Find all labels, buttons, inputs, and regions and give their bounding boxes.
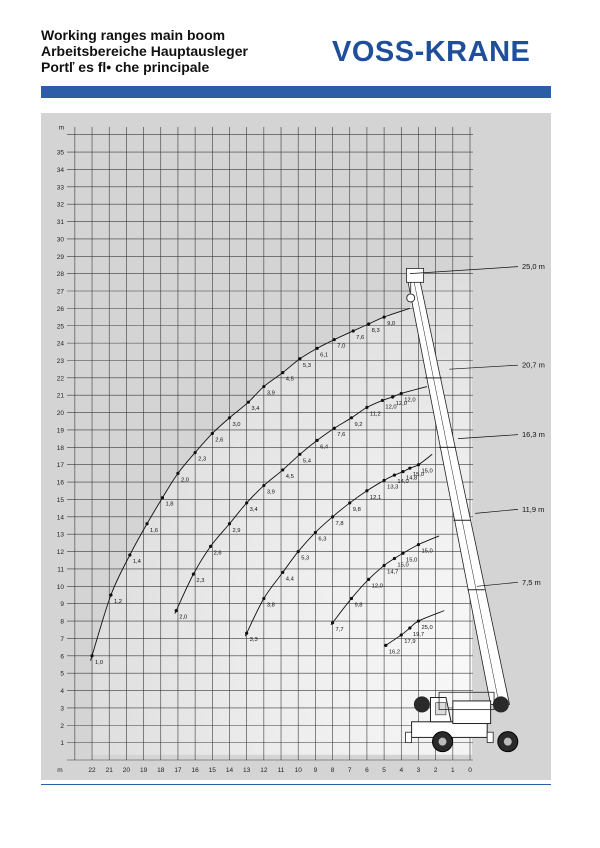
y-tick-label: 9 (60, 601, 64, 609)
curve-point-label: 6,3 (318, 536, 327, 543)
y-tick-label: 23 (56, 357, 64, 365)
upper-wheel-front (414, 696, 430, 712)
curve-point-label: 3,0 (232, 421, 241, 428)
curve-point (367, 578, 370, 581)
y-tick-label: 12 (56, 549, 64, 557)
x-tick-label: 2 (433, 767, 438, 774)
x-tick-label: 16 (191, 767, 199, 774)
y-tick-label: 27 (56, 288, 64, 296)
superstructure (453, 701, 491, 724)
curve-point-label: 1,4 (132, 559, 141, 566)
curve-point (298, 357, 301, 360)
curve-point (145, 522, 148, 525)
y-tick-label: 6 (60, 653, 64, 661)
boom-length-label: 20,7 m (522, 360, 545, 370)
curve-point (408, 467, 411, 470)
curve-point (400, 392, 403, 395)
curve-point (245, 632, 248, 635)
curve-point (400, 633, 403, 636)
x-tick-label: 19 (139, 767, 148, 774)
curve-point (176, 472, 179, 475)
curve-point (331, 621, 334, 624)
curve-point (297, 550, 300, 553)
curve-point (383, 315, 386, 318)
curve-point (393, 474, 396, 477)
curve-point (281, 571, 284, 574)
curve-point-label: 9,0 (387, 321, 396, 328)
curve-point-label: 1,2 (113, 598, 123, 605)
curve-point (333, 427, 336, 430)
outrigger-left (406, 732, 412, 742)
curve-point (417, 619, 420, 622)
curve-point-label: 14,0 (397, 479, 409, 486)
curve-point-label: 9,2 (354, 421, 363, 428)
upper-wheel-rear (493, 696, 509, 712)
y-tick-label: 19 (56, 427, 64, 435)
curve-point (417, 543, 420, 546)
curve-point (228, 522, 231, 525)
x-tick-label: 21 (105, 767, 113, 774)
x-tick-label: 10 (294, 767, 302, 774)
hook-block (407, 294, 415, 302)
curve-point-label: 3,9 (266, 489, 275, 496)
boom-length-label: 7,5 m (522, 577, 541, 587)
curve-point-label: 14,8 (405, 475, 418, 482)
x-tick-label: 14 (225, 767, 234, 774)
curve-point (333, 338, 336, 341)
curve-point (192, 573, 195, 576)
y-tick-label: 7 (60, 635, 64, 643)
y-tick-label: 3 (60, 705, 64, 713)
y-tick-label: 8 (60, 618, 64, 626)
x-tick-label: 5 (382, 767, 386, 774)
curve-point (314, 531, 317, 534)
y-tick-label: 11 (57, 566, 64, 574)
y-tick-label: 5 (60, 670, 64, 678)
curve-point-label: 1,6 (150, 527, 159, 534)
curve-point-label: 7,7 (335, 626, 344, 633)
y-tick-label: 10 (56, 583, 64, 591)
y-tick-label: 28 (56, 271, 64, 279)
curve-point (350, 416, 353, 419)
y-tick-label: 24 (56, 340, 64, 348)
curve-point (262, 597, 265, 600)
x-tick-label: 12 (260, 767, 268, 774)
boom-head (406, 268, 423, 282)
wheel-front-hub (439, 738, 447, 746)
y-tick-label: 25 (56, 323, 64, 331)
curve-point-label: 15,0 (412, 472, 425, 479)
x-tick-label: 18 (157, 767, 165, 774)
boom-length-label: 25,0 m (522, 262, 545, 272)
curve-point-label: 1,0 (95, 659, 104, 666)
curve-point-label: 6,1 (320, 352, 329, 359)
curve-point (381, 399, 384, 402)
y-tick-label: 20 (56, 410, 64, 418)
curve-point (228, 416, 231, 419)
curve-point-label: 25,0 (421, 625, 433, 632)
curve-point (245, 501, 248, 504)
curve-point-label: 2,3 (196, 578, 205, 585)
curve-point (408, 626, 411, 629)
x-tick-label: 22 (88, 767, 96, 774)
curve-point (109, 593, 112, 596)
curve-point-label: 7,0 (337, 343, 346, 350)
y-tick-label: 35 (56, 149, 64, 157)
x-tick-label: 13 (243, 767, 251, 774)
y-tick-label: 18 (56, 444, 64, 452)
y-tick-label: 14 (56, 514, 64, 522)
x-tick-label: 0 (468, 767, 472, 774)
curve-point-label: 3,4 (251, 406, 260, 413)
curve-point-label: 13,3 (387, 484, 399, 491)
curve-point (348, 501, 351, 504)
title-german: Arbeitsbereiche Hauptausleger (41, 43, 248, 59)
curve-point (194, 451, 197, 454)
curve-point-label: 2,0 (179, 614, 188, 621)
curve-point-label: 7,6 (337, 432, 346, 439)
curve-point-label: 19,7 (412, 631, 425, 638)
curve-point-label: 3,9 (266, 390, 275, 397)
title-english: Working ranges main boom (41, 27, 226, 43)
curve-point-label: 9,8 (352, 506, 361, 513)
curve-point-label: 4,4 (285, 576, 294, 583)
x-tick-label: 20 (122, 767, 131, 774)
curve-point-label: 12,0 (385, 404, 397, 411)
curve-point (401, 552, 404, 555)
curve-point (331, 515, 334, 518)
curve-point-label: 17,9 (404, 638, 416, 645)
curve-point-label: 15,0 (397, 562, 409, 569)
y-tick-label: 2 (60, 722, 64, 730)
curve-point (367, 322, 370, 325)
curve-point-label: 4,5 (285, 376, 294, 383)
curve-point-label: 12,0 (371, 583, 383, 590)
curve-point-label: 4,5 (285, 473, 294, 480)
y-tick-label: 32 (56, 201, 64, 209)
boom-length-label: 16,3 m (522, 430, 545, 440)
curve-point-label: 9,8 (354, 602, 363, 609)
curve-point-label: 12,0 (395, 400, 407, 407)
y-tick-label: 26 (56, 305, 64, 313)
y-tick-label: 34 (56, 166, 64, 174)
curve-point (401, 470, 404, 473)
curve-point-label: 1,8 (165, 501, 174, 508)
x-axis-label: m (57, 767, 63, 774)
x-tick-label: 6 (365, 767, 369, 774)
curve-point (384, 644, 387, 647)
curve-point-label: 5,3 (302, 362, 311, 369)
curve-point (211, 432, 214, 435)
curve-point (209, 545, 212, 548)
curve-point-label: 14,7 (387, 569, 399, 576)
curve-point-label: 2,3 (198, 456, 207, 463)
curve-point (262, 484, 265, 487)
curve-point (383, 479, 386, 482)
x-tick-label: 9 (313, 767, 318, 774)
curve-point-label: 7,8 (335, 520, 344, 527)
curve-point-label: 16,2 (388, 649, 401, 656)
y-tick-label: 15 (56, 496, 64, 504)
curve-point-label: 3,8 (266, 602, 275, 609)
y-tick-label: 21 (56, 392, 64, 400)
curve-point (298, 453, 301, 456)
curve-point-label: 2,9 (232, 527, 241, 534)
curve-point (247, 401, 250, 404)
curve-point (281, 371, 284, 374)
x-tick-label: 15 (208, 767, 216, 774)
curve-point (350, 597, 353, 600)
y-tick-label: 1 (60, 740, 64, 748)
curve-point (391, 395, 394, 398)
curve-point-label: 3,4 (249, 506, 258, 513)
x-tick-label: 1 (451, 767, 455, 774)
curve-point (262, 385, 265, 388)
x-tick-label: 11 (277, 767, 285, 774)
curve-point (393, 557, 396, 560)
title-french: Portľ es fl• che principale (41, 59, 210, 75)
curve-point (175, 609, 178, 612)
curve-point (90, 654, 93, 657)
outrigger-right (487, 732, 493, 742)
boom-length-label: 11,9 m (522, 504, 545, 514)
curve-point (365, 406, 368, 409)
x-tick-label: 7 (347, 767, 352, 774)
y-tick-label: 29 (56, 253, 64, 261)
curve-point-label: 15,0 (421, 468, 433, 475)
y-tick-label: 17 (56, 462, 64, 470)
x-tick-label: 4 (399, 767, 404, 774)
y-axis-label: m (58, 124, 64, 132)
curve-point-label: 15,0 (405, 557, 418, 564)
curve-point-label: 15,0 (421, 548, 433, 555)
y-tick-label: 4 (60, 688, 64, 696)
curve-point-label: 5,4 (302, 458, 311, 465)
curve-point (383, 564, 386, 567)
curve-point (161, 496, 164, 499)
curve-point (128, 553, 131, 556)
y-tick-label: 13 (56, 531, 64, 539)
curve-point-label: 5,3 (301, 555, 310, 562)
x-tick-label: 8 (330, 767, 335, 774)
cab-window (436, 703, 446, 715)
curve-point-label: 11,2 (369, 411, 381, 418)
x-tick-label: 3 (416, 767, 421, 774)
bottom-rule (41, 784, 551, 785)
curve-point (352, 329, 355, 332)
curve-point-label: 12,1 (369, 494, 382, 501)
curve-point-label: 2,6 (215, 437, 224, 444)
curve-point-label: 12,0 (404, 397, 416, 404)
y-tick-label: 31 (56, 219, 64, 227)
curve-point-label: 7,6 (356, 334, 365, 341)
curve-point-label: 8,3 (371, 328, 380, 335)
curve-point (315, 439, 318, 442)
curve-point-label: 6,4 (320, 444, 329, 451)
curve-point-label: 2,0 (180, 477, 190, 484)
brand-logo: VOSS-KRANE (332, 36, 531, 68)
wheel-rear-hub (504, 738, 512, 746)
curve-point (365, 489, 368, 492)
x-tick-label: 17 (174, 767, 182, 774)
y-tick-label: 16 (56, 479, 64, 487)
y-tick-label: 22 (56, 375, 64, 383)
curve-point-label: 2,6 (213, 550, 222, 557)
curve-point-label: 3,3 (249, 637, 258, 644)
curve-point (417, 463, 420, 466)
curve-point (281, 468, 284, 471)
y-tick-label: 30 (56, 236, 64, 244)
y-tick-label: 33 (56, 184, 64, 192)
curve-point (315, 347, 318, 350)
